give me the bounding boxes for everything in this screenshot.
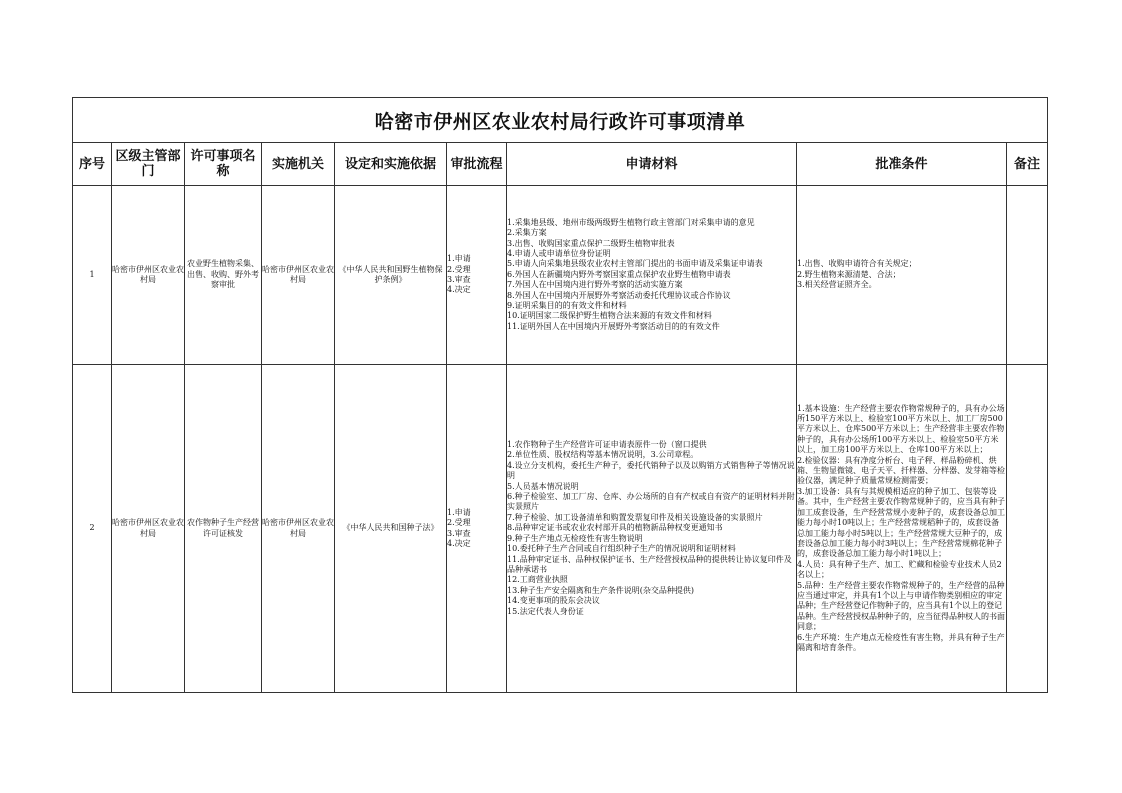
row-agency: 哈密市伊州区农业农村局 — [262, 186, 335, 365]
header-process: 审批流程 — [447, 143, 507, 186]
process-step: 2.受理 — [447, 518, 471, 528]
header-item-name: 许可事项名称 — [185, 143, 262, 186]
row-conditions — [797, 186, 1007, 365]
material-item: 11.证明外国人在中国境内开展野外考察活动目的的有效文件 — [507, 321, 720, 331]
material-item: 14.变更事项的股东会决议 — [507, 596, 600, 606]
condition-item: 3.加工设备：具有与其规模相适应的种子加工、包装等设备。其中，生产经营主要农作物常规种子的，应当具有种子加工成套设备，生产经营常规小麦种子的，成套设备总加工能力每小时10吨以上；生产经营常规稻种子的，成套设备总加工能力每小时5吨以上；生产经营常规大豆种子的，成套设备总加工能力每小时3吨以上；生产经营常规棉花种子的，成套设备总加工能力每小时1吨以上； — [797, 486, 1005, 559]
material-item: 2.采集方案 — [507, 228, 547, 238]
material-item: 10.证明国家二级保护野生植物合法来源的有效文件和材料 — [507, 311, 712, 321]
process-step: 3.审查 — [447, 528, 471, 538]
row-remark — [1007, 186, 1048, 365]
table-row — [73, 365, 1048, 693]
material-item: 12.工商营业执照 — [507, 575, 568, 585]
table-header-row — [73, 143, 1048, 186]
material-item: 13.种子生产安全隔离和生产条件说明(杂交品种提供) — [507, 585, 694, 595]
material-item: 5.人员基本情况说明 — [507, 481, 579, 491]
condition-item: 2.检验仪器：具有净度分析台、电子秤、样品粉碎机、烘箱、生物显微镜、电子天平、扦样器、分样器、发芽箱等检验仪器，满足种子质量常规检测需要； — [797, 455, 1005, 486]
condition-item: 3.相关经营证照齐全。 — [797, 280, 877, 290]
material-item: 7.外国人在中国境内进行野外考察的活动实施方案 — [507, 280, 683, 290]
material-item: 6.种子检验室、加工厂房、仓库、办公场所的自有产权或自有资产的证明材料并附实景照片 — [507, 492, 795, 512]
row-conditions — [797, 365, 1007, 693]
row-remark — [1007, 365, 1048, 693]
material-item: 5.申请人向采集地县级农业农村主管部门提出的书面申请及采集证申请表 — [507, 259, 763, 269]
process-step: 2.受理 — [447, 264, 471, 274]
permit-list-table — [72, 97, 1048, 693]
condition-item: 5.品种：生产经营主要农作物常规种子的，生产经营的品种应当通过审定，并具有1个以上与申请作物类别相应的审定品种；生产经营登记作物种子的，应当具有1个以上的登记品种。生产经营授权品种种子的，应当征得品种权人的书面同意； — [797, 580, 1005, 632]
condition-item: 4.人员：具有种子生产、加工、贮藏和检验专业技术人员2名以上； — [797, 559, 1002, 580]
header-materials: 申请材料 — [507, 143, 797, 186]
row-item-name: 农作物种子生产经营许可证核发 — [185, 365, 262, 693]
row-process — [447, 186, 507, 365]
row-department: 哈密市伊州区农业农村局 — [112, 365, 185, 693]
condition-item: 1.基本设施：生产经营主要农作物常规种子的，具有办公场所150平方米以上、检验室100平方米以上、加工厂房500平方米以上、仓库500平方米以上；生产经营非主要农作物种子的，具有办公场所100平方米以上、检验室50平方米以上，加工房100平方米以上、仓库100平方米以上； — [797, 403, 1005, 455]
material-item: 2.单位性质、股权结构等基本情况说明，3.公司章程。 — [507, 450, 699, 460]
material-item: 1.农作物种子生产经营许可证申请表原件一份（窗口提供 — [507, 440, 707, 450]
condition-item: 1.出售、收购申请符合有关规定； — [797, 259, 917, 269]
row-materials — [507, 365, 797, 693]
row-materials — [507, 186, 797, 365]
material-item: 10.委托种子生产合同或自行组织种子生产的情况说明和证明材料 — [507, 544, 736, 554]
process-step: 3.审查 — [447, 275, 471, 284]
header-department: 区级主管部门 — [112, 143, 185, 186]
material-item: 1.采集地县级、地州市级两级野生植物行政主管部门对采集申请的意见 — [507, 217, 755, 227]
condition-item: 6.生产环境：生产地点无检疫性有害生物，并具有种子生产隔离和培育条件。 — [797, 632, 1005, 652]
header-agency: 实施机关 — [262, 143, 335, 186]
material-item: 4.申请人或申请单位身份证明 — [507, 248, 611, 258]
row-basis: 《中华人民共和国野生植物保护条例》 — [335, 186, 447, 365]
material-item: 11.品种审定证书、品种权保护证书、生产经营授权品种的提供转让协议复印件及品种承诺书 — [507, 554, 792, 574]
table-row — [73, 186, 1048, 365]
header-remark: 备注 — [1007, 143, 1048, 186]
material-item: 3.出售、收购国家重点保护二级野生植物审批表 — [507, 238, 675, 248]
row-agency: 哈密市伊州区农业农村局 — [262, 365, 335, 693]
condition-item: 2.野生植物来源清楚、合法； — [797, 269, 901, 279]
material-item: 4.设立分支机构，委托生产种子，委托代销种子以及以购销方式销售种子等情况说明 — [507, 460, 795, 481]
process-step: 4.决定 — [447, 285, 471, 295]
process-step: 4.决定 — [447, 538, 471, 548]
header-basis: 设定和实施依据 — [335, 143, 447, 186]
row-item-name: 农业野生植物采集、出售、收购、野外考察审批 — [185, 186, 262, 365]
process-step: 1.申请 — [447, 507, 471, 517]
header-serial-number: 序号 — [73, 143, 112, 186]
header-conditions: 批准条件 — [797, 143, 1007, 186]
material-item: 6.外国人在新疆境内野外考察国家重点保护农业野生植物申请表 — [507, 269, 731, 279]
row-serial-number: 2 — [73, 365, 112, 693]
material-item: 7.种子检验、加工设备清单和购置发票复印件及相关设施设备的实景照片 — [507, 512, 763, 522]
row-basis: 《中华人民共和国种子法》 — [335, 365, 447, 693]
row-department: 哈密市伊州区农业农村局 — [112, 186, 185, 365]
material-item: 8.外国人在中国境内开展野外考察活动委托代理协议或合作协议 — [507, 290, 731, 300]
material-item: 9.种子生产地点无检疫性有害生物说明 — [507, 533, 643, 543]
row-serial-number: 1 — [73, 186, 112, 365]
process-step: 1.申请 — [447, 254, 471, 264]
document-title: 哈密市伊州区农业农村局行政许可事项清单 — [73, 98, 1048, 143]
material-item: 15.法定代表人身份证 — [507, 606, 584, 616]
material-item: 9.证明采集目的的有效文件和材料 — [507, 301, 627, 311]
material-item: 8.品种审定证书或农业农村部开具的植物新品种权变更通知书 — [507, 523, 723, 533]
row-process — [447, 365, 507, 693]
